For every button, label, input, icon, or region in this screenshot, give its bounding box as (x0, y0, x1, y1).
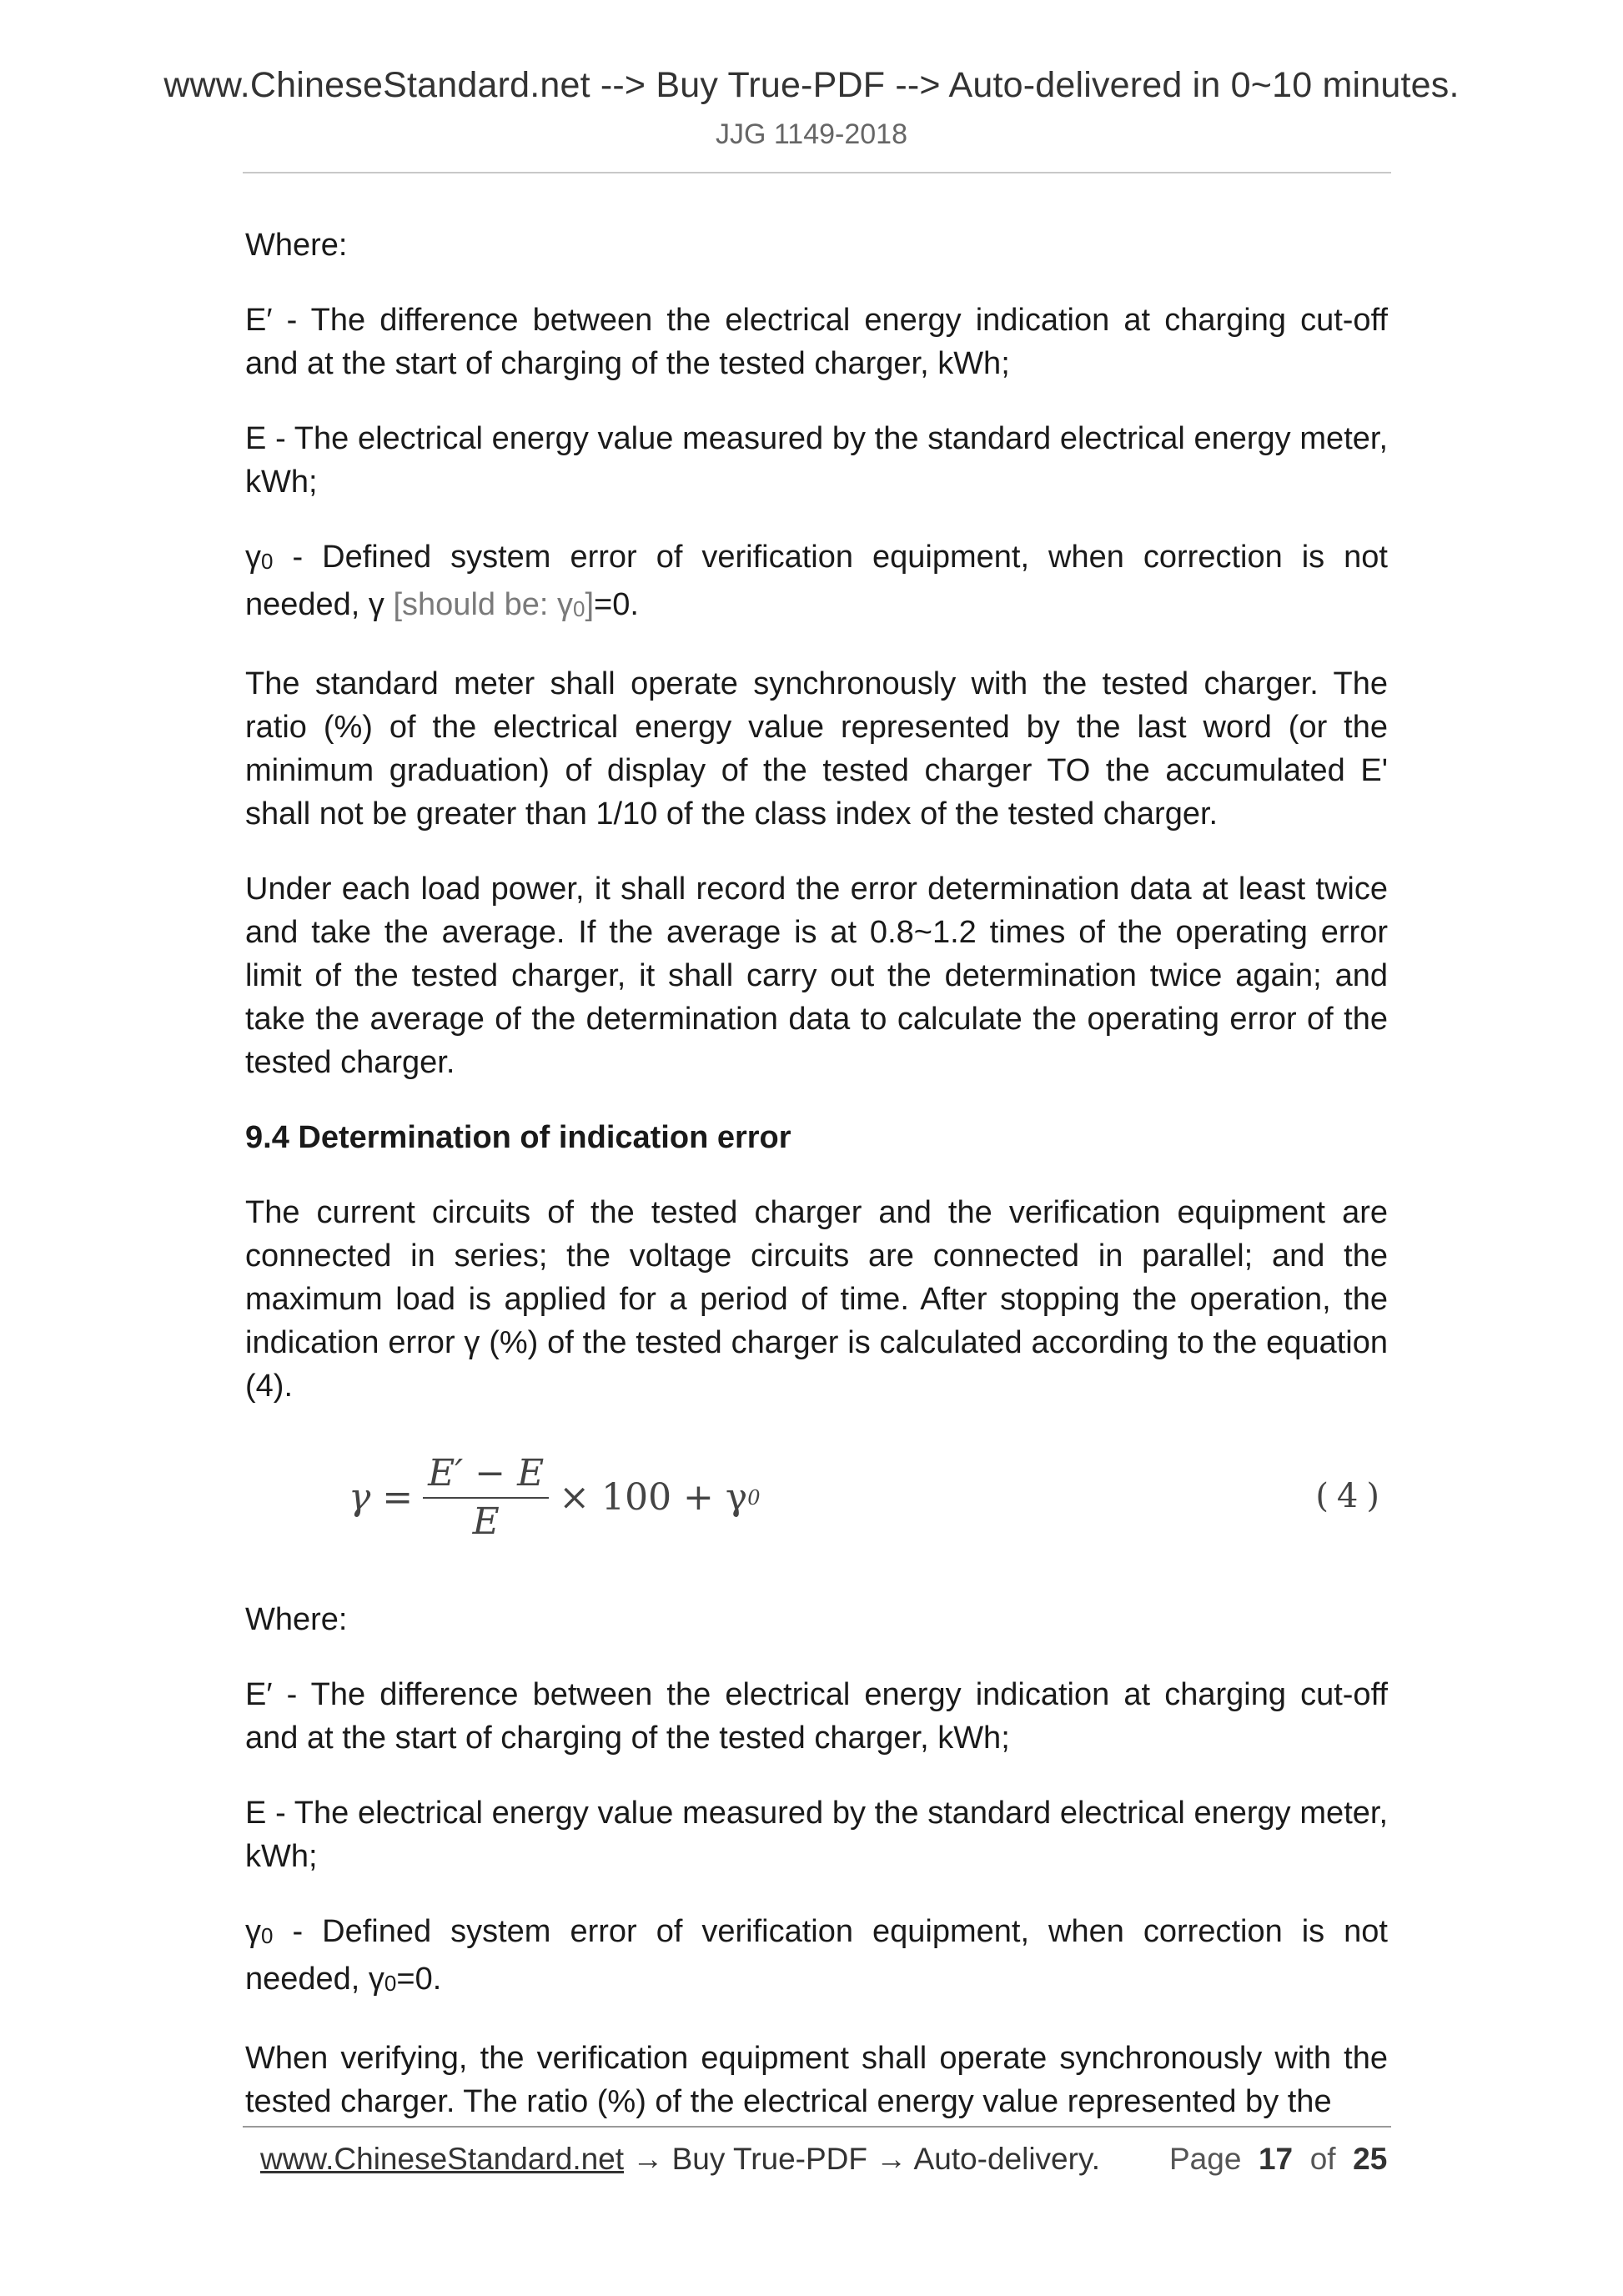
where-label: Where: (245, 228, 348, 263)
footer-promo (260, 2142, 1100, 2177)
document-code: JJG 1149-2018 (716, 118, 907, 150)
page-indicator: Page 17 of 25 (1169, 2142, 1388, 2176)
total-pages: 25 (1353, 2142, 1388, 2176)
current-page: 17 (1258, 2142, 1294, 2176)
verify-paragraph: When verifying, the verification equipment shall operate synchronously with the tested charger. The ratio (%) of the electrical energy value represented by the (245, 2041, 1388, 2119)
equation-numerator: E′ − E (428, 1452, 545, 1495)
equation-fraction (423, 1450, 549, 1545)
equation-rhs-subscript: 0 (747, 1486, 761, 1510)
section-heading: 9.4 Determination of indication error (245, 1120, 791, 1155)
header-divider (243, 172, 1391, 173)
sync-paragraph: The standard meter shall operate synchronously with the tested charger. The ratio (%) of the electrical energy value represented by the last word (or the minimum graduation) of display of the tested charger TO the accumulated E' shall not be greater than 1/10 of the class index of the tested charger. (245, 666, 1388, 831)
footer-divider (243, 2126, 1391, 2128)
where-label: Where: (245, 1602, 348, 1637)
definition-e-prime: E′ - The difference between the electrical energy indication at charging cut-off and at the start of charging of the tested charger, kWh; (245, 1677, 1388, 1756)
footer-promo-text: → Buy True-PDF → Auto-delivery. (624, 2142, 1100, 2176)
definition-e-prime: E′ - The difference between the electrical energy indication at charging cut-off and at the start of charging of the tested charger, kWh; (245, 303, 1388, 381)
definition-gamma0: γ0 - Defined system error of verification equipment, when correction is not needed, γ [should be: γ0]=0. (245, 540, 1388, 622)
page-body (245, 224, 1388, 2155)
circuits-paragraph: The current circuits of the tested charger and the verification equipment are connected in series; the voltage circuits are connected in parallel; and the maximum load is applied for a period of time. After stopping the operation, the indication error γ (%) of the tested charger is calculated according to the equation (4). (245, 1195, 1388, 1404)
load-paragraph: Under each load power, it shall record the error determination data at least twice and take the average. If the average is at 0.8~1.2 times of the operating error limit of the tested charger, it shall carry out the determination twice again; and take the average of the determination data to calculate the operating error of the tested charger. (245, 872, 1388, 1080)
header-banner: www.ChineseStandard.net --> Buy True-PDF --> Auto-delivered in 0~10 minutes. (163, 65, 1460, 105)
footer-site-link[interactable]: www.ChineseStandard.net (260, 2142, 625, 2176)
equation-rhs: × 100 + γ (559, 1476, 748, 1519)
definition-gamma0: γ0 - Defined system error of verification equipment, when correction is not needed, γ0=0. (245, 1914, 1388, 1997)
equation-denominator: E (472, 1500, 500, 1543)
definition-e: E - The electrical energy value measured by the standard electrical energy meter, kWh; (245, 421, 1388, 500)
equation-lhs: γ = (349, 1476, 414, 1519)
equation-4 (245, 1439, 1388, 1556)
editor-note: [should be: γ0] (393, 587, 594, 622)
equation-number: (4) (1315, 1477, 1388, 1515)
definition-e: E - The electrical energy value measured by the standard electrical energy meter, kWh; (245, 1796, 1388, 1874)
